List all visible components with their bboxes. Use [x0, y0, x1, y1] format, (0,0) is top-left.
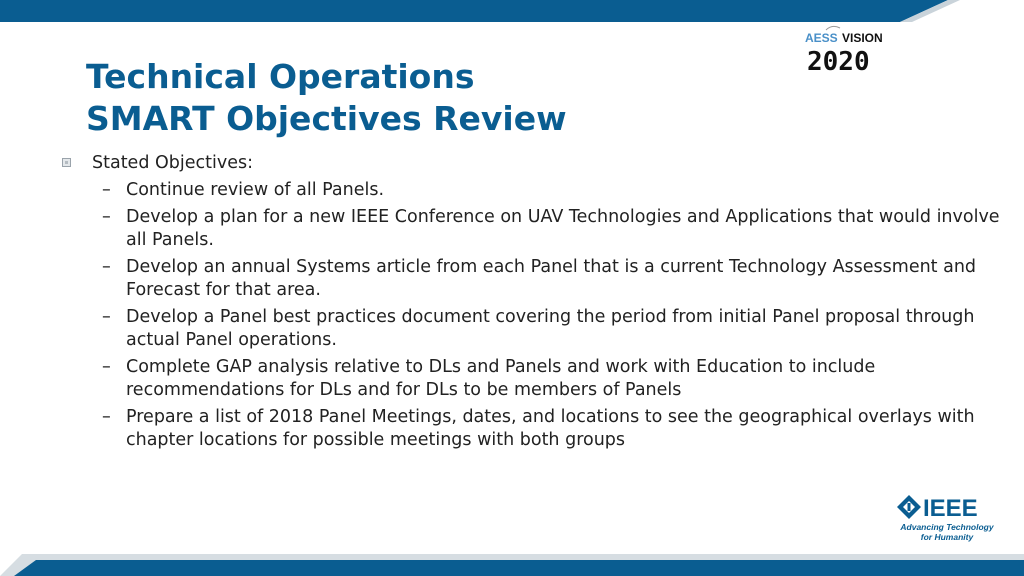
sub-bullet-item	[102, 256, 1002, 302]
sub-bullet-text: Develop a plan for a new IEEE Conference on UAV Technologies and Applications that would involve all Panels.	[126, 207, 1000, 250]
ieee-diamond-icon	[897, 495, 921, 519]
sub-bullet-item	[102, 206, 1002, 252]
svg-text:VISION: VISION	[842, 31, 883, 45]
aess-vision-2020-logo	[800, 24, 890, 76]
ieee-tagline-line-2: for Humanity	[920, 532, 974, 542]
ieee-tagline	[895, 522, 999, 542]
top-banner	[0, 0, 1024, 22]
slide-title	[86, 56, 567, 140]
sub-bullet-item	[102, 306, 1002, 352]
sub-bullet-item	[102, 406, 1002, 452]
sub-bullet-text: Develop an annual Systems article from each Panel that is a current Technology Assessment and Forecast for that area.	[126, 257, 977, 300]
svg-text:2020: 2020	[807, 47, 870, 76]
svg-text:AESS: AESS	[805, 31, 838, 45]
dash-icon: –	[102, 357, 111, 377]
bottom-banner	[0, 546, 1024, 576]
sub-bullet-text: Prepare a list of 2018 Panel Meetings, dates, and locations to see the geographical overlays with chapter locations for possible meetings with both groups	[126, 407, 975, 450]
dash-icon: –	[102, 257, 111, 277]
sub-bullet-item	[102, 179, 1002, 202]
dash-icon: –	[102, 207, 111, 227]
square-bullet-icon	[62, 158, 71, 167]
sub-bullet-text: Develop a Panel best practices document covering the period from initial Panel proposal through actual Panel operations.	[126, 307, 975, 350]
bullet-text: Stated Objectives:	[92, 153, 253, 173]
sub-bullet-list	[62, 179, 1002, 452]
sub-bullet-text: Continue review of all Panels.	[126, 180, 385, 200]
title-line-2: SMART Objectives Review	[86, 99, 567, 138]
title-line-1: Technical Operations	[86, 57, 475, 96]
slide-content	[62, 151, 1002, 456]
dash-icon: –	[102, 307, 111, 327]
sub-bullet-text: Complete GAP analysis relative to DLs and Panels and work with Education to include recommendations for DLs and for DLs to be members of Panels	[126, 357, 876, 400]
bullet-item	[62, 151, 1002, 175]
ieee-tagline-line-1: Advancing Technology	[900, 522, 994, 532]
svg-text:IEEE: IEEE	[923, 495, 978, 522]
dash-icon: –	[102, 180, 111, 200]
dash-icon: –	[102, 407, 111, 427]
sub-bullet-item	[102, 356, 1002, 402]
